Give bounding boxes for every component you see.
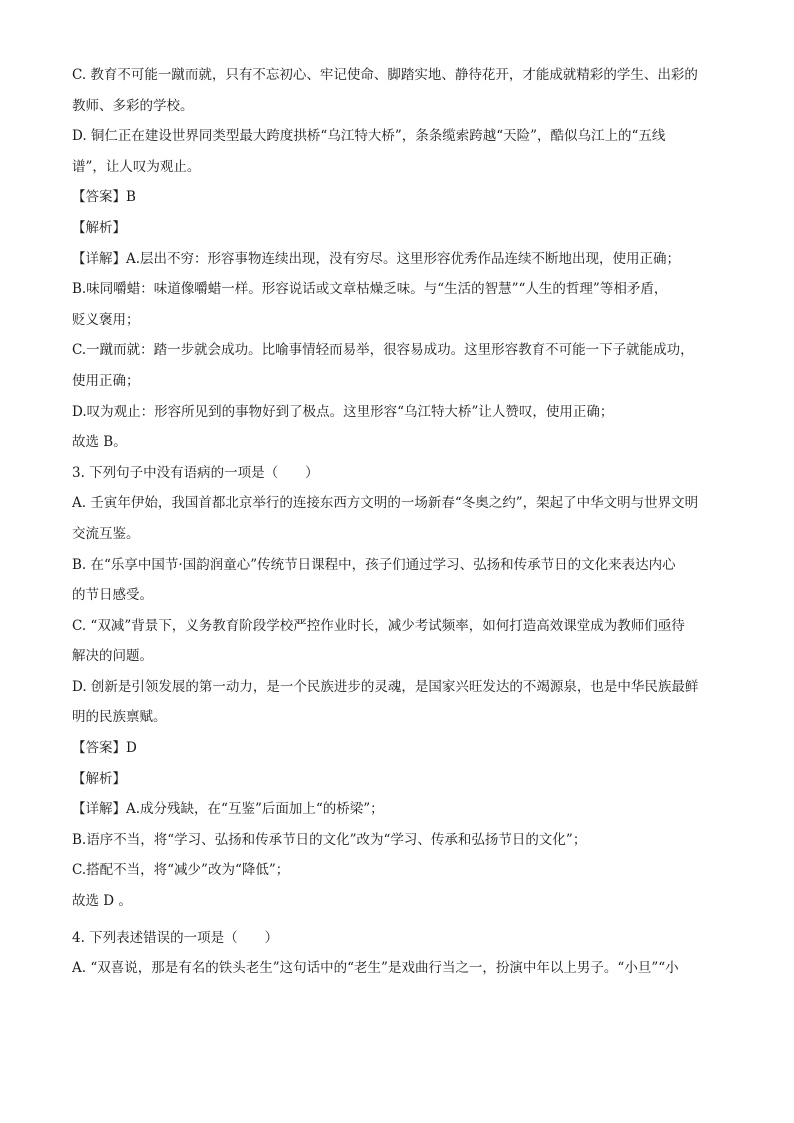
option-d-line-2: 谱”，让人叹为观止。 xyxy=(72,158,201,175)
q3-option-b-line-1: B. 在“乐享中国节·国韵润童心”传统节日课程中，孩子们通过学习、弘扬和传承节日的文化来表达内心 xyxy=(72,556,676,573)
explanation-d: D.叹为观止：形容所见到的事物好到了极点。这里形容“乌江特大桥”让人赞叹，使用正确； xyxy=(72,403,614,420)
q3-option-a-line-2: 交流互鉴。 xyxy=(72,525,140,542)
analysis-label: 【解析】 xyxy=(72,219,126,236)
q3-conclusion: 故选 D 。 xyxy=(72,893,132,910)
q3-option-c-line-2: 解决的问题。 xyxy=(72,648,153,665)
q3-option-a-line-1: A. 壬寅年伊始，我国首都北京举行的连接东西方文明的一场新春“冬奥之约”，架起了中华文明与世界文明 xyxy=(72,495,699,512)
q3-explanation-a: 【详解】A.成分残缺，在“互鉴”后面加上“的桥梁”； xyxy=(72,801,384,818)
q3-option-c-line-1: C. “双减”背景下，义务教育阶段学校严控作业时长，减少考试频率，如何打造高效课堂成为教师们亟待 xyxy=(72,617,685,634)
q3-option-d-line-2: 明的民族禀赋。 xyxy=(72,709,167,726)
explanation-b-line-1: B.味同嚼蜡：味道像嚼蜡一样。形容说话或文章枯燥乏味。与“生活的智慧”“人生的哲理”等相矛盾， xyxy=(72,281,668,298)
q4-option-a-line-1: A. “双喜说，那是有名的铁头老生”这句话中的“老生”是戏曲行当之一，扮演中年以上男子。“小旦”“小 xyxy=(72,960,679,977)
q3-explanation-b: B.语序不当，将“学习、弘扬和传承节日的文化”改为“学习、传承和弘扬节日的文化”； xyxy=(72,831,587,848)
explanation-b-line-2: 贬义褒用； xyxy=(72,311,140,328)
option-d-line-1: D. 铜仁正在建设世界同类型最大跨度拱桥“乌江特大桥”，条条缆索跨越“天险”，酷似乌江上的“五线 xyxy=(72,128,666,145)
answer-label: 【答案】B xyxy=(72,189,136,206)
document-page xyxy=(72,60,722,984)
explanation-c-line-1: C.一蹴而就：踏一步就会成功。比喻事情轻而易举，很容易成功。这里形容教育不可能一下子就能成功， xyxy=(72,342,694,359)
q3-analysis-label: 【解析】 xyxy=(72,770,126,787)
option-c-line-2: 教师、多彩的学校。 xyxy=(72,97,194,114)
explanation-a: 【详解】A.层出不穷：形容事物连续出现，没有穷尽。这里形容优秀作品连续不断地出现，使用正确； xyxy=(72,250,681,267)
q3-explanation-c: C.搭配不当，将“减少”改为“降低”； xyxy=(72,862,290,879)
option-c-line-1: C. 教育不可能一蹴而就，只有不忘初心、牢记使命、脚踏实地、静待花开，才能成就精彩的学生、出彩的 xyxy=(72,67,698,83)
conclusion: 故选 B。 xyxy=(72,434,127,451)
q3-answer-label: 【答案】D xyxy=(72,740,137,757)
explanation-c-line-2: 使用正确； xyxy=(72,372,140,389)
q3-option-d-line-1: D. 创新是引领发展的第一动力，是一个民族进步的灵魂，是国家兴旺发达的不竭源泉，也是中华民族最鲜 xyxy=(72,678,699,695)
q3-option-b-line-2: 的节日感受。 xyxy=(72,587,153,604)
question-3-title: 3. 下列句子中没有语病的一项是（ ） xyxy=(72,464,319,481)
question-4-title: 4. 下列表述错误的一项是（ ） xyxy=(72,929,279,946)
